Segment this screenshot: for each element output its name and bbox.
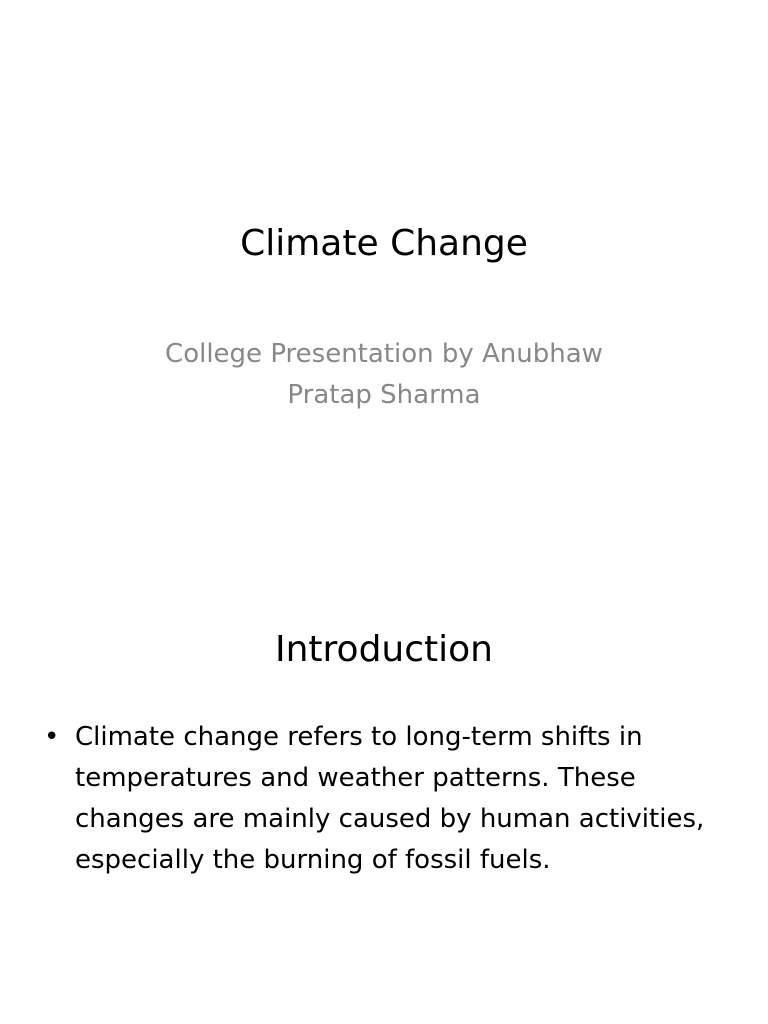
bullet-list — [40, 717, 740, 881]
introduction-slide — [0, 512, 768, 1024]
slide-heading: Introduction — [274, 629, 493, 670]
bullet-item — [40, 717, 740, 881]
slide-title: Climate Change — [240, 223, 528, 264]
bullet-text: Climate change refers to long-term shifts in temperatures and weather patterns. These changes are mainly caused by human activities, especially the burning of fossil fuels. — [75, 722, 705, 875]
bullet-icon: • — [44, 722, 60, 752]
slide-subtitle: College Presentation by Anubhaw Pratap Sharma — [165, 339, 603, 410]
